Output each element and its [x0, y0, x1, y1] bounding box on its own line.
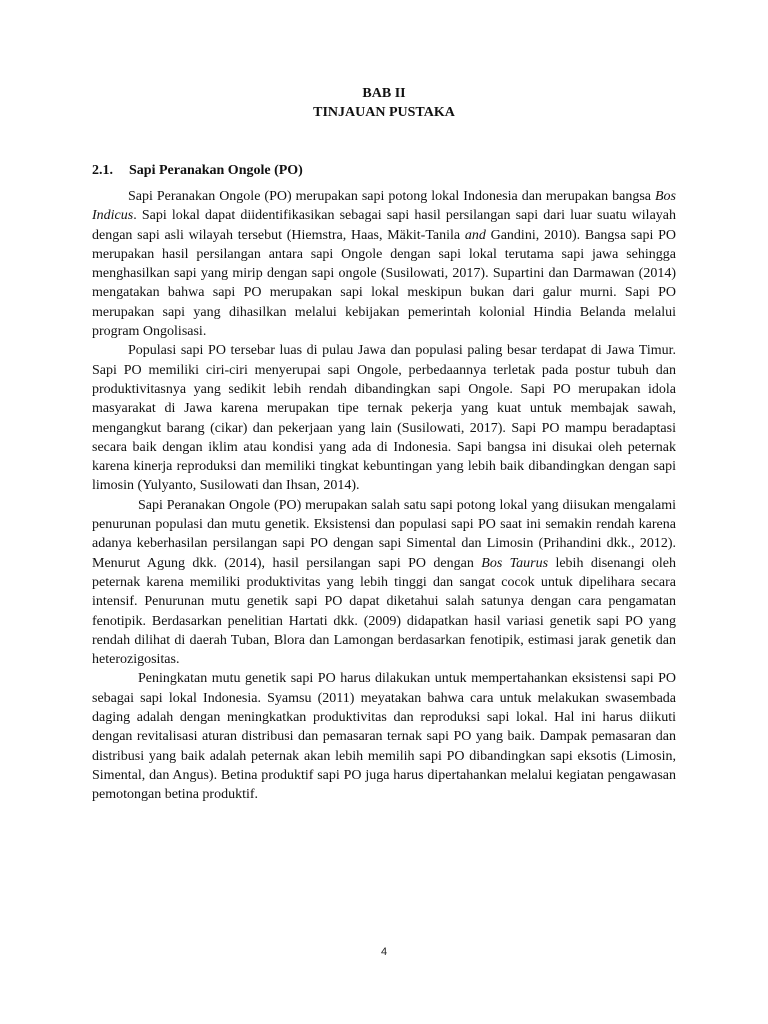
section-heading	[92, 161, 676, 180]
text-run: Sapi Peranakan Ongole (PO) merupakan sapi potong lokal Indonesia dan merupakan bangsa	[128, 189, 655, 204]
document-page	[92, 84, 676, 805]
italic-term: Bos Taurus	[481, 555, 549, 571]
page-number: 4	[380, 946, 388, 958]
text-run: lebih disenangi oleh peternak karena memiliki produktivitas yang lebih tinggi dan sangat cocok untuk dipelihara secara intensif. Penurunan mutu genetik sapi PO dapat diketahui salah satunya dengan cara pengamatan fenotipik. Berdasarkan penelitian Hartati dkk. (2009) didapatkan hasil variasi genetik sapi PO yang rendah dilihat di daerah Tuban, Blora dan Lamongan berdasarkan fenotipik, estimasi jarak genetik dan heterozigositas.	[92, 555, 676, 668]
text-run: . Sapi lokal dapat diidentifikasikan sebagai sapi hasil persilangan sapi dari luar suatu wilayah dengan sapi asli wilayah tersebut (Hiemstra, Haas, Mäkit-Tanila	[92, 208, 676, 243]
text-run: Sapi Peranakan Ongole (PO) merupakan salah satu sapi potong lokal yang diisukan mengalami penurunan populasi dan mutu genetik. Eksistensi dan populasi sapi PO saat ini semakin rendah karena adanya keberhasilan persilangan sapi PO dengan sapi Simental dan Limosin (Prihandini dkk., 2012). Menurut Agung dkk. (2014), hasil persilangan sapi PO dengan	[92, 497, 676, 571]
paragraph-3	[92, 496, 676, 670]
italic-term: Bos Indicus	[92, 189, 676, 224]
chapter-number: BAB II	[362, 86, 406, 101]
italic-term: and	[464, 227, 486, 243]
text-run: Gandini, 2010). Bangsa sapi PO merupakan hasil persilangan antara sapi Ongole dengan sapi lokal terutama sapi jawa sehingga menghasilkan sapi yang mirip dengan sapi ongole (Susilowati, 2017). Supartini dan Darmawan (2014) mengatakan bahwa sapi PO merupakan sapi lokal meskipun bukan dari galur murni. Sapi PO merupakan sapi yang dihasilkan melalui kebijakan pemerintah kolonial Hindia Belanda melalui program Ongolisasi.	[92, 227, 677, 340]
paragraph-4	[92, 669, 676, 804]
paragraph-1	[92, 187, 676, 341]
section-number: 2.1.	[92, 163, 113, 178]
text-run: Peningkatan mutu genetik sapi PO harus dilakukan untuk mempertahankan eksistensi sapi PO sebagai sapi lokal Indonesia. Syamsu (2011) meyatakan bahwa cara untuk melakukan swasembada daging adalah dengan meningkatkan produktivitas dan reproduksi sapi lokal. Hal ini harus diikuti dengan revitalisasi aturan distribusi dan pemasaran ternak sapi PO yang baik. Dampak pemasaran dan distribusi yang baik adalah peternak akan lebih memilih sapi PO dibandingkan sapi eksotis (Limosin, Simental, dan Angus). Betina produktif sapi PO juga harus dipertahankan melalui kegiatan pengawasan pemotongan betina produktif.	[92, 671, 676, 803]
section-title: Sapi Peranakan Ongole (PO)	[129, 163, 303, 178]
chapter-title: TINJAUAN PUSTAKA	[313, 105, 455, 120]
paragraph-2	[92, 341, 676, 495]
text-run: Populasi sapi PO tersebar luas di pulau Jawa dan populasi paling besar terdapat di Jawa Timur. Sapi PO memiliki ciri-ciri menyerupai sapi Ongole, perbedaannya terletak pada postur tubuh dan produktivitasnya yang sedikit lebih rendah dibandingkan sapi Ongole. Sapi PO merupakan idola masyarakat di Jawa karena merupakan tipe ternak pekerja yang kuat untuk membajak sawah, mengangkut barang (cikar) dan pekerjaan yang lain (Susilowati, 2017). Sapi PO mampu beradaptasi secara baik dengan iklim atau kondisi yang ada di Indonesia. Sapi bangsa ini disukai oleh peternak karena kinerja reproduksi dan memiliki tingkat kebuntingan yang lebih baik dibandingkan dengan sapi limosin (Yulyanto, Susilowati dan Ihsan, 2014).	[92, 343, 676, 494]
